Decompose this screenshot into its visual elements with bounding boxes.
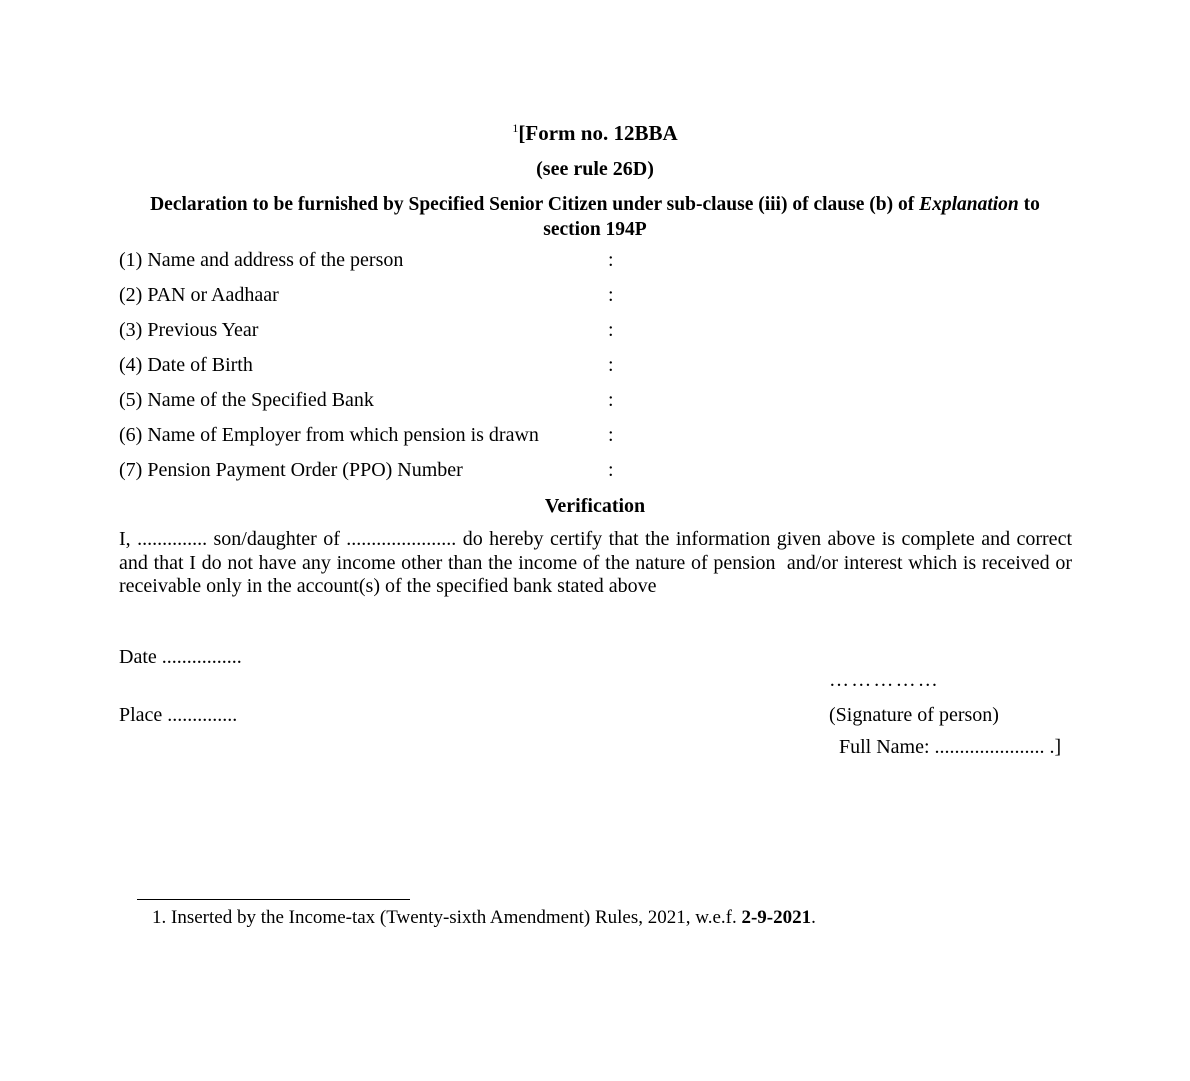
field-label-7: (7) Pension Payment Order (PPO) Number [119,459,463,481]
field-separator-1: : [608,249,614,271]
signature-dots: …………… [829,669,940,691]
field-separator-4: : [608,354,614,376]
footnote-suffix: . [811,907,816,928]
title-block [119,118,1071,242]
field-separator-2: : [608,284,614,306]
field-label-3: (3) Previous Year [119,319,259,341]
footnote-prefix: 1. Inserted by the Income-tax (Twenty-sixth Amendment) Rules, 2021, w.e.f. [152,907,742,928]
field-row [119,283,679,318]
field-separator-5: : [608,389,614,411]
field-label-4: (4) Date of Birth [119,354,253,376]
field-row [119,388,679,423]
field-separator-3: : [608,319,614,341]
footnote-date: 2-9-2021 [741,907,812,928]
form-title-text: [Form no. 12BBA [518,121,678,145]
field-row [119,318,679,353]
field-separator-7: : [608,459,614,481]
field-row [119,423,679,458]
form-title [119,118,1071,148]
footnote [152,906,816,930]
footnote-marker: 1 [512,121,519,135]
signature-caption: (Signature of person) [829,704,999,726]
signature-full-name: Full Name: ...................... .] [839,736,1062,758]
field-row [119,248,679,283]
footnote-separator-rule [137,899,410,900]
declaration-heading-part1: Declaration to be furnished by Specified Senior Citizen under sub-clause (iii) of clause (b) of [150,194,920,215]
place-line: Place .............. [119,704,238,726]
field-label-5: (5) Name of the Specified Bank [119,389,374,411]
field-separator-6: : [608,424,614,446]
rule-reference: (see rule 26D) [536,158,654,180]
date-line: Date ................ [119,646,242,668]
declaration-heading [119,184,1071,242]
field-label-1: (1) Name and address of the person [119,249,404,271]
declaration-heading-italic: Explanation [919,194,1019,215]
signature-block [829,668,1061,760]
field-row [119,353,679,388]
field-label-2: (2) PAN or Aadhaar [119,284,279,306]
verification-heading: Verification [544,495,646,517]
field-label-6: (6) Name of Employer from which pension is drawn [119,424,539,446]
declaration-heading-part2: to section 194P [543,194,1040,240]
date-place-block [119,645,242,728]
fields-list [119,248,679,493]
verification-text: I, .............. son/daughter of ...................... do hereby certify that the information given above is complete and correct and that I do not have any income other than the income of the nature of pension and/or interest which is received or receivable only in the account(s) of the specified bank stated above [119,528,1077,597]
field-row [119,458,679,493]
